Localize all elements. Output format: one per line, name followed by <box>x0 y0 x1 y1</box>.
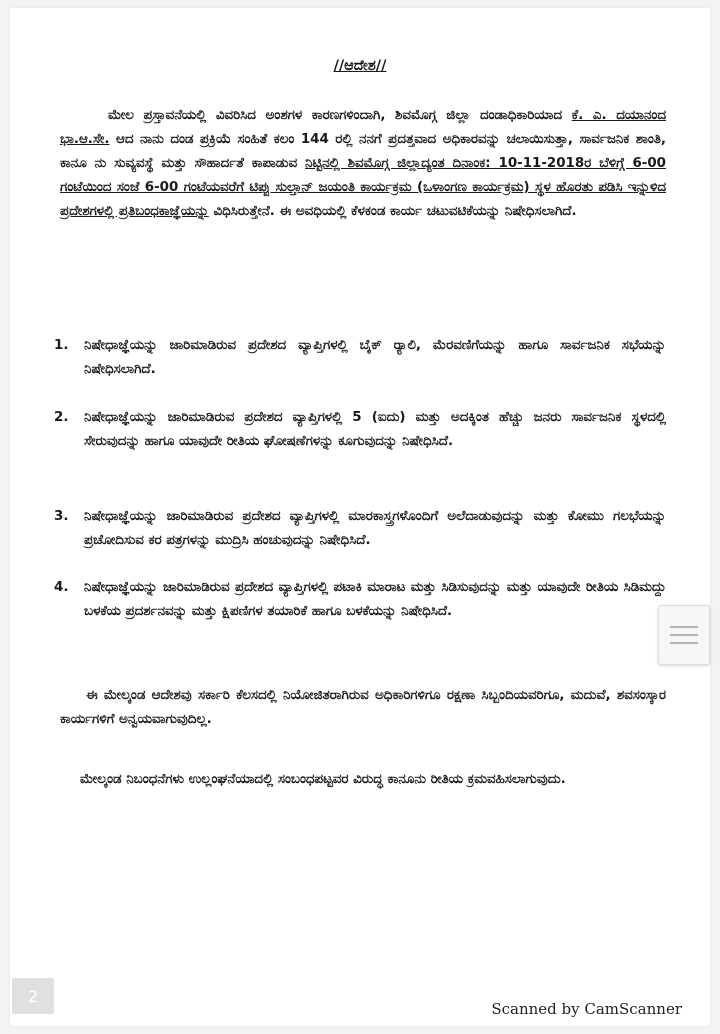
list-item-text: ನಿಷೇಧಾಜ್ಞೆಯನ್ನು ಜಾರಿಮಾಡಿರುವ ಪ್ರದೇಶದ ವ್ಯಾಪ್ತಿಗಳಲ್ಲಿ ಮಾರಕಾಸ್ತ್ರಗಳೊಂದಿಗೆ ಅಲೆದಾಡುವುದನ್ನು ಮತ್ತು ಕೋಮು ಗಲಭೆಯನ್ನು ಪ್ರಚೋದಿಸುವ ಕರ ಪತ್ರಗಳನ್ನು ಮುದ್ರಿಸಿ ಹಂಚುವುದನ್ನು ನಿಷೇಧಿಸಿದೆ. <box>84 509 666 548</box>
intro-line-1: ಮೇಲ ಪ್ರಸ್ತಾವನೆಯಲ್ಲಿ ವಿವರಿಸಿದ ಅಂಶಗಳ ಕಾರಣಗಳಿಂದಾಗಿ, ಶಿವಮೊಗ್ಗ ಜಿಲ್ಲಾ ದಂಡಾಧಿಕಾರಿಯಾದ <box>108 108 562 123</box>
list-item-text: ನಿಷೇಧಾಜ್ಞೆಯನ್ನು ಜಾರಿಮಾಡಿರುವ ಪ್ರದೇಶದ ವ್ಯಾಪ್ತಿಗಳಲ್ಲಿ ಬೈಕ್ ರ್‍ಯಾಲಿ, ಮೆರವಣಿಗೆಯನ್ನು ಹಾಗೂ ಸಾರ್ವಜನಿಕ ಸಭೆಯನ್ನು ನಿಷೇಧಿಸಲಾಗಿದೆ. <box>84 338 666 377</box>
order-period-text: ನಿಟ್ಟಿನಲ್ಲಿ ಶಿವಮೊಗ್ಗ ಜಿಲ್ಲಾದ್ಯಂತ ದಿನಾಂಕ: 10-11-2018ರ ಬೆಳಿಗ್ಗೆ 6-00 ಗಂಟೆಯಿಂದ ಸಂಜೆ 6-00 ಗಂಟೆಯವರೆಗೆ ಟಿಪ್ಪು ಸುಲ್ತಾನ್ ಜಯಂತಿ ಕಾರ್ಯಕ್ರಮ (ಒಳಾಂಗಣ ಕಾರ್ಯಕ್ರಮ) ಸ್ಥಳ ಹೊರತು ಪಡಿಸಿ ಇನ್ನುಳಿದ ಪ್ರದೇಶಗಳಲ್ಲಿ ಪ್ರತಿಬಂಧಕಾಜ್ಞೆಯನ್ನು <box>60 156 666 219</box>
hamburger-menu-icon[interactable] <box>658 605 710 665</box>
magistrate-name: ಕೆ. ಎ. ದಯಾನಂದ ಭಾ.ಆ.ಸೇ. <box>60 108 667 147</box>
intro-ending: ವಿಧಿಸಿರುತ್ತೇನೆ. ಈ ಅವಧಿಯಲ್ಲಿ ಕೆಳಕಂಡ ಕಾರ್ಯ ಚಟುವಟಿಕೆಯನ್ನು ನಿಷೇಧಿಸಲಾಗಿದೆ. <box>213 204 577 219</box>
list-item <box>54 334 666 382</box>
list-item <box>54 505 666 553</box>
list-item-number: 1. <box>54 338 69 353</box>
list-item-number: 4. <box>54 580 69 595</box>
scanner-watermark: Scanned by CamScanner <box>491 1000 682 1018</box>
list-item-text: ನಿಷೇಧಾಜ್ಞೆಯನ್ನು ಜಾರಿಮಾಡಿರುವ ಪ್ರದೇಶದ ವ್ಯಾಪ್ತಿಗಳಲ್ಲಿ 5 (ಐದು) ಮತ್ತು ಅದಕ್ಕಿಂತ ಹೆಚ್ಚು ಜನರು ಸಾರ್ವಜನಿಕ ಸ್ಥಳದಲ್ಲಿ ಸೇರುವುದನ್ನು ಹಾಗೂ ಯಾವುದೇ ರೀತಿಯ ಘೋಷಣೆಗಳನ್ನು ಕೂಗುವುದನ್ನು ನಿಷೇಧಿಸಿದೆ. <box>84 410 666 449</box>
list-item-number: 3. <box>54 509 69 524</box>
list-item-number: 2. <box>54 410 69 425</box>
exemption-text: ಈ ಮೇಲ್ಕಂಡ ಆದೇಶವು ಸರ್ಕಾರಿ ಕೆಲಸದಲ್ಲಿ ನಿಯೋಜಿತರಾಗಿರುವ ಅಧಿಕಾರಿಗಳಿಗೂ ರಕ್ಷಣಾ ಸಿಬ್ಬಂದಿಯವರಿಗೂ, ಮದುವೆ, ಶವಸಂಸ್ಕಾರ ಕಾರ್ಯಗಳಿಗೆ ಅನ್ವಯವಾಗುವುದಿಲ್ಲ. <box>60 688 666 727</box>
document-page <box>10 8 710 1026</box>
list-item <box>54 406 666 454</box>
page-title: //ಆದೇಶ// <box>333 58 387 74</box>
list-item-text: ನಿಷೇಧಾಜ್ಞೆಯನ್ನು ಜಾರಿಮಾಡಿರುವ ಪ್ರದೇಶದ ವ್ಯಾಪ್ತಿಗಳಲ್ಲಿ ಪಟಾಕಿ ಮಾರಾಟ ಮತ್ತು ಸಿಡಿಸುವುದನ್ನು ಮತ್ತು ಯಾವುದೇ ರೀತಿಯ ಸಿಡಿಮದ್ದು ಬಳಕೆಯ ಪ್ರದರ್ಶನವನ್ನು ಮತ್ತು ಕ್ಷಿಪಣಿಗಳ ತಯಾರಿಕೆ ಹಾಗೂ ಬಳಕೆಯನ್ನು ನಿಷೇಧಿಸಿದೆ. <box>84 580 666 619</box>
exemption-paragraph <box>60 684 666 732</box>
page-number-badge: 2 <box>12 978 54 1014</box>
intro-line-2: ಆದ ನಾನು ದಂಡ ಪ್ರಕ್ರಿಯೆ ಸಂಹಿತೆ ಕಲಂ 144 ರಲ್ಲಿ ನನಗೆ ಪ್ರದತ್ತವಾದ ಅಧಿಕಾರವನ್ನು ಚಲಾಯಿಸುತ್ತಾ, ಸಾರ್ವಜನಿಕ ಶಾಂತಿ, ಕಾನೂ ನು ಸುವ್ಯವಸ್ಥೆ ಮತ್ತು ಸೌಹಾರ್ದತೆ ಕಾಪಾಡುವ <box>60 132 666 171</box>
penalty-paragraph <box>60 768 666 792</box>
penalty-text: ಮೇಲ್ಕಂಡ ನಿಬಂಧನೆಗಳು ಉಲ್ಲಂಘನೆಯಾದಲ್ಲಿ ಸಂಬಂಧಪಟ್ಟವರ ವಿರುದ್ಧ ಕಾನೂನು ರೀತಿಯ ಕ್ರಮವಹಿಸಲಾಗುವುದು. <box>80 772 566 787</box>
intro-paragraph <box>60 104 666 224</box>
list-item <box>54 576 666 624</box>
